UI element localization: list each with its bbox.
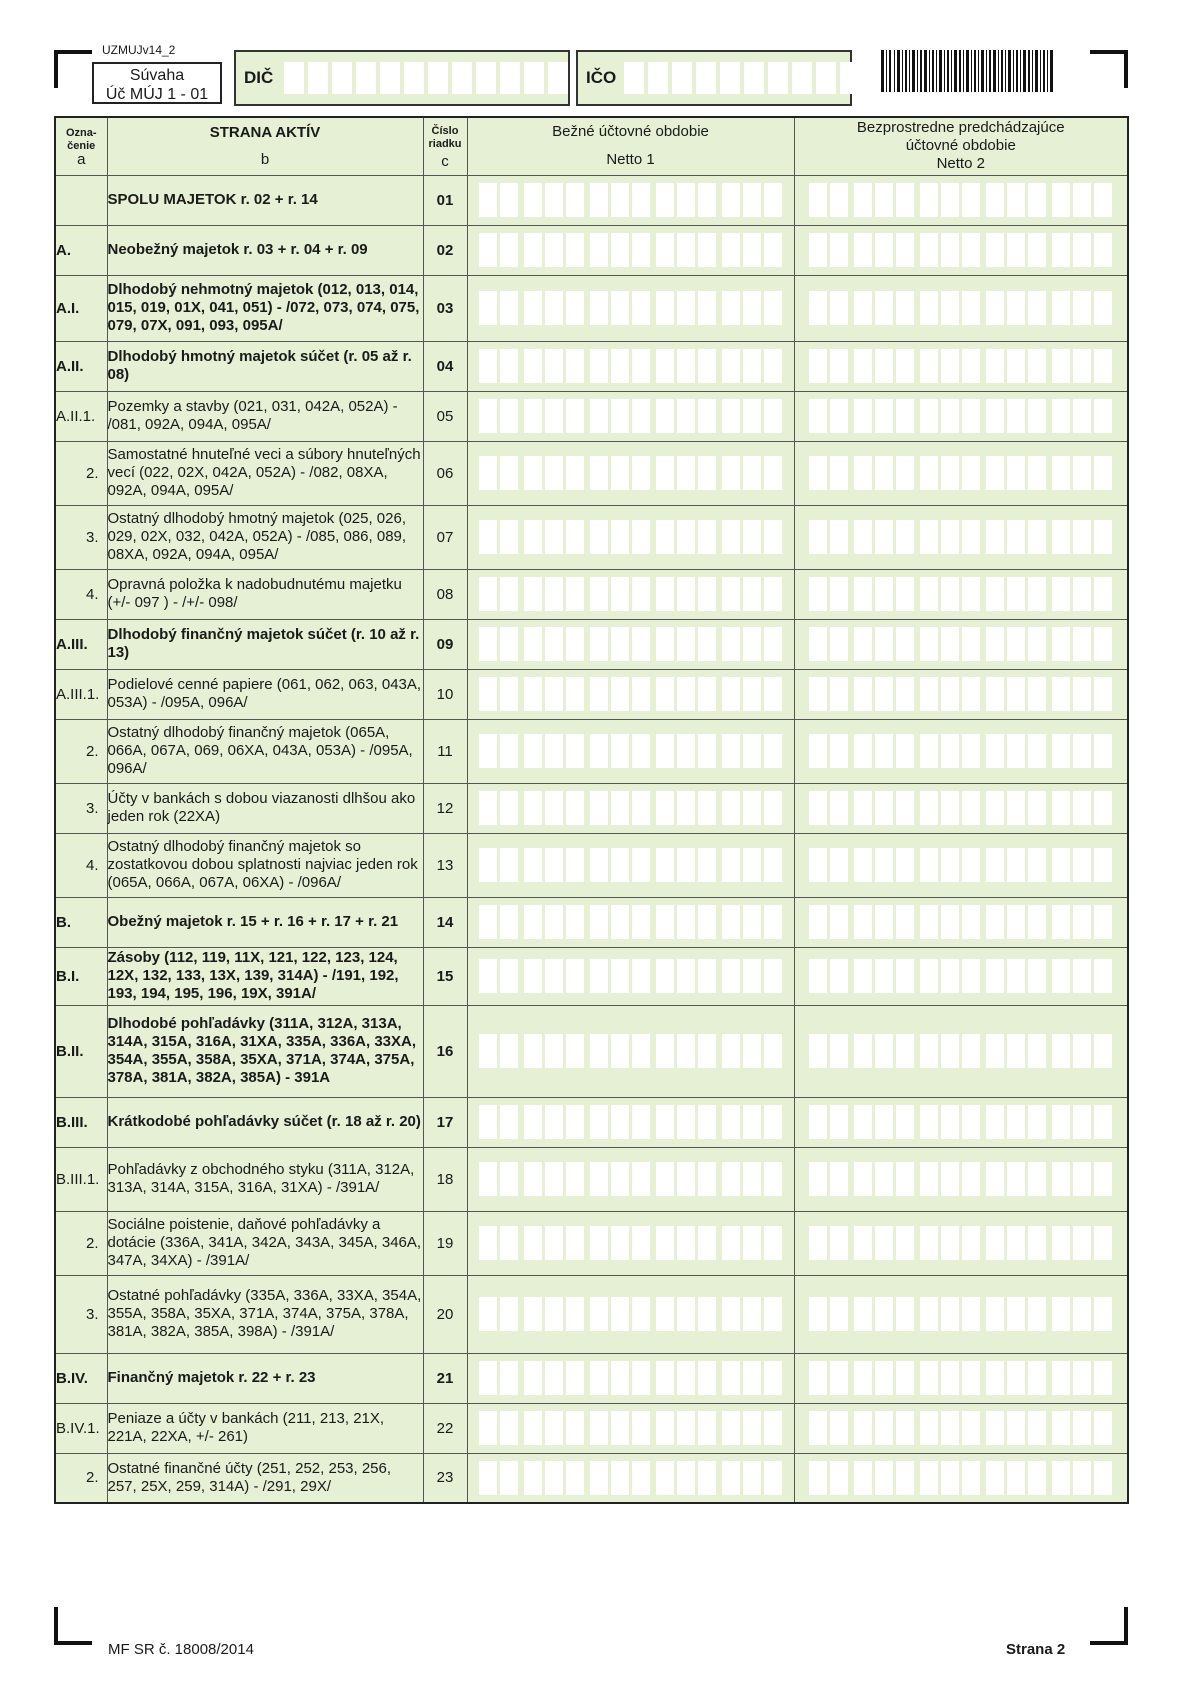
netto-current-input[interactable] [467, 225, 794, 275]
netto-current-input[interactable] [467, 275, 794, 341]
row-mark [55, 175, 107, 225]
row-line-number: 08 [423, 569, 467, 619]
netto-previous-input[interactable] [794, 1147, 1128, 1211]
row-line-number: 09 [423, 619, 467, 669]
barcode-icon [881, 50, 1053, 92]
netto-previous-input[interactable] [794, 833, 1128, 897]
table-row [55, 897, 1128, 947]
row-line-number: 04 [423, 341, 467, 391]
row-line-number: 23 [423, 1453, 467, 1503]
row-mark: B.II. [55, 1005, 107, 1097]
row-mark: 2. [55, 441, 107, 505]
row-mark: B.III. [55, 1097, 107, 1147]
netto-previous-input[interactable] [794, 569, 1128, 619]
row-description: Ostatný dlhodobý hmotný majetok (025, 026, 029, 02X, 032, 042A, 052A) - /085, 086, 089, 08XA, 092A, 094A, 095A/ [107, 505, 423, 569]
table-row [55, 391, 1128, 441]
row-mark: 4. [55, 569, 107, 619]
table-row [55, 1005, 1128, 1097]
row-line-number: 22 [423, 1403, 467, 1453]
ico-label: IČO [586, 68, 617, 87]
netto-previous-input[interactable] [794, 783, 1128, 833]
col-a-letter: a [77, 150, 86, 168]
col-a-label: Ozna- čenie [65, 126, 97, 152]
row-description: Dlhodobý hmotný majetok súčet (r. 05 až r. 08) [107, 341, 423, 391]
col-1-title: Bežné účtovné obdobie [552, 123, 709, 141]
netto-current-input[interactable] [467, 833, 794, 897]
dic-cells[interactable] [284, 62, 568, 94]
table-row [55, 619, 1128, 669]
row-mark: 3. [55, 505, 107, 569]
netto-current-input[interactable] [467, 947, 794, 1005]
row-mark: 4. [55, 833, 107, 897]
form-title-line1: Súvaha [129, 67, 185, 84]
row-mark: B.IV. [55, 1353, 107, 1403]
table-row [55, 175, 1128, 225]
row-description: Obežný majetok r. 15 + r. 16 + r. 17 + r. 21 [107, 897, 423, 947]
row-description: Finančný majetok r. 22 + r. 23 [107, 1353, 423, 1403]
row-mark: B. [55, 897, 107, 947]
row-mark: 2. [55, 719, 107, 783]
row-mark: A. [55, 225, 107, 275]
row-line-number: 02 [423, 225, 467, 275]
col-2-header [794, 117, 1128, 175]
netto-current-input[interactable] [467, 619, 794, 669]
row-description: Ostatný dlhodobý finančný majetok so zostatkovou dobou splatnosti najviac jeden rok (065A, 066A, 067A, 06XA) - /096A/ [107, 833, 423, 897]
assets-table [54, 116, 1129, 1504]
netto-previous-input[interactable] [794, 505, 1128, 569]
netto-current-input[interactable] [467, 1353, 794, 1403]
netto-previous-input[interactable] [794, 1275, 1128, 1353]
netto-current-input[interactable] [467, 1005, 794, 1097]
netto-previous-input[interactable] [794, 175, 1128, 225]
row-line-number: 06 [423, 441, 467, 505]
dic-label: DIČ [244, 68, 274, 87]
netto-current-input[interactable] [467, 569, 794, 619]
table-header-row [55, 117, 1128, 175]
col-2-title: Bezprostredne predchádzajúce účtovné obdobie [856, 119, 1065, 155]
row-description: Ostatné finančné účty (251, 252, 253, 256, 257, 25X, 259, 314A) - /291, 29X/ [107, 1453, 423, 1503]
netto-previous-input[interactable] [794, 225, 1128, 275]
row-line-number: 01 [423, 175, 467, 225]
dic-field[interactable] [234, 50, 570, 106]
netto-current-input[interactable] [467, 1147, 794, 1211]
row-description: Dlhodobý finančný majetok súčet (r. 10 až r. 13) [107, 619, 423, 669]
form-title-box [92, 62, 222, 104]
netto-current-input[interactable] [467, 719, 794, 783]
row-description: Dlhodobý nehmotný majetok (012, 013, 014, 015, 019, 01X, 041, 051) - /072, 073, 074, 075, 079, 07X, 091, 093, 095A/ [107, 275, 423, 341]
row-line-number: 16 [423, 1005, 467, 1097]
table-row [55, 1403, 1128, 1453]
table-row [55, 569, 1128, 619]
row-mark: A.III.1. [55, 669, 107, 719]
row-line-number: 13 [423, 833, 467, 897]
netto-previous-input[interactable] [794, 1453, 1128, 1503]
netto-previous-input[interactable] [794, 391, 1128, 441]
row-description: Dlhodobé pohľadávky (311A, 312A, 313A, 314A, 315A, 316A, 31XA, 335A, 336A, 33XA, 354A, 355A, 358A, 35XA, 371A, 374A, 375A, 378A, 381A, 382A, 385A) - 391A [107, 1005, 423, 1097]
row-description: Účty v bankách s dobou viazanosti dlhšou ako jeden rok (22XA) [107, 783, 423, 833]
row-description: Podielové cenné papiere (061, 062, 063, 043A, 053A) - /095A, 096A/ [107, 669, 423, 719]
table-row [55, 1453, 1128, 1503]
row-description: Pohľadávky z obchodného styku (311A, 312A, 313A, 314A, 315A, 316A, 31XA) - /391A/ [107, 1147, 423, 1211]
netto-previous-input[interactable] [794, 619, 1128, 669]
row-line-number: 14 [423, 897, 467, 947]
netto-previous-input[interactable] [794, 341, 1128, 391]
row-line-number: 10 [423, 669, 467, 719]
row-line-number: 17 [423, 1097, 467, 1147]
row-line-number: 11 [423, 719, 467, 783]
netto-previous-input[interactable] [794, 669, 1128, 719]
table-row [55, 441, 1128, 505]
table-row [55, 505, 1128, 569]
col-1-header [467, 117, 794, 175]
row-mark: 3. [55, 783, 107, 833]
ico-field[interactable] [576, 50, 852, 106]
row-description: Zásoby (112, 119, 11X, 121, 122, 123, 124, 12X, 132, 133, 13X, 139, 314A) - /191, 192, 193, 194, 195, 196, 19X, 391A/ [107, 947, 423, 1005]
netto-current-input[interactable] [467, 669, 794, 719]
netto-current-input[interactable] [467, 897, 794, 947]
row-description: Samostatné hnuteľné veci a súbory hnuteľných vecí (022, 02X, 042A, 052A) - /082, 08XA, 092A, 094A, 095A/ [107, 441, 423, 505]
netto-previous-input[interactable] [794, 719, 1128, 783]
col-1-sub: Netto 1 [606, 151, 655, 169]
table-row [55, 1275, 1128, 1353]
netto-previous-input[interactable] [794, 947, 1128, 1005]
row-description: Ostatné pohľadávky (335A, 336A, 33XA, 354A, 355A, 358A, 35XA, 371A, 374A, 375A, 378A, 381A, 382A, 385A, 398A) - /391A/ [107, 1275, 423, 1353]
col-2-sub: Netto 2 [936, 155, 985, 173]
row-description: Opravná položka k nadobudnutému majetku (+/- 097 ) - /+/- 098/ [107, 569, 423, 619]
row-line-number: 21 [423, 1353, 467, 1403]
netto-current-input[interactable] [467, 175, 794, 225]
col-c-label: Číslo riadku [428, 124, 462, 150]
registration-mark-bottom-left [54, 1607, 92, 1645]
netto-previous-input[interactable] [794, 1353, 1128, 1403]
netto-current-input[interactable] [467, 1403, 794, 1453]
footer-reference: MF SR č. 18008/2014 [108, 1641, 254, 1658]
registration-mark-bottom-right [1090, 1607, 1128, 1645]
row-mark: 3. [55, 1275, 107, 1353]
netto-current-input[interactable] [467, 341, 794, 391]
table-row [55, 341, 1128, 391]
netto-previous-input[interactable] [794, 897, 1128, 947]
row-description: Ostatný dlhodobý finančný majetok (065A, 066A, 067A, 069, 06XA, 043A, 053A) - /095A, 096A/ [107, 719, 423, 783]
netto-previous-input[interactable] [794, 1211, 1128, 1275]
netto-current-input[interactable] [467, 391, 794, 441]
table-row [55, 947, 1128, 1005]
table-row [55, 275, 1128, 341]
table-row [55, 1353, 1128, 1403]
row-description: Krátkodobé pohľadávky súčet (r. 18 až r. 20) [107, 1097, 423, 1147]
netto-previous-input[interactable] [794, 1097, 1128, 1147]
netto-previous-input[interactable] [794, 1403, 1128, 1453]
row-mark: 2. [55, 1211, 107, 1275]
table-row [55, 1147, 1128, 1211]
row-line-number: 03 [423, 275, 467, 341]
col-b-title: STRANA AKTÍV [209, 124, 321, 142]
table-row [55, 1097, 1128, 1147]
col-c-header [423, 117, 467, 175]
form-code: UZMUJv14_2 [102, 43, 176, 57]
netto-current-input[interactable] [467, 1275, 794, 1353]
row-line-number: 12 [423, 783, 467, 833]
page-number: Strana 2 [1006, 1641, 1066, 1658]
row-mark: A.III. [55, 619, 107, 669]
row-line-number: 20 [423, 1275, 467, 1353]
col-a-header [55, 117, 107, 175]
form-title-line2: Úč MÚJ 1 - 01 [105, 86, 209, 103]
col-c-letter: c [441, 152, 449, 170]
table-row [55, 783, 1128, 833]
row-mark: A.II.1. [55, 391, 107, 441]
row-line-number: 15 [423, 947, 467, 1005]
row-mark: B.IV.1. [55, 1403, 107, 1453]
table-row [55, 225, 1128, 275]
row-description: SPOLU MAJETOK r. 02 + r. 14 [107, 175, 423, 225]
netto-previous-input[interactable] [794, 1005, 1128, 1097]
netto-previous-input[interactable] [794, 441, 1128, 505]
row-mark: B.III.1. [55, 1147, 107, 1211]
netto-current-input[interactable] [467, 505, 794, 569]
row-line-number: 18 [423, 1147, 467, 1211]
ico-cells[interactable] [624, 62, 860, 94]
netto-current-input[interactable] [467, 783, 794, 833]
table-row [55, 719, 1128, 783]
registration-mark-top-right [1090, 50, 1128, 88]
table-row [55, 1211, 1128, 1275]
row-mark: 2. [55, 1453, 107, 1503]
row-description: Neobežný majetok r. 03 + r. 04 + r. 09 [107, 225, 423, 275]
row-line-number: 07 [423, 505, 467, 569]
netto-current-input[interactable] [467, 441, 794, 505]
col-b-letter: b [260, 151, 270, 169]
row-description: Peniaze a účty v bankách (211, 213, 21X, 221A, 22XA, +/- 261) [107, 1403, 423, 1453]
row-mark: A.II. [55, 341, 107, 391]
netto-current-input[interactable] [467, 1211, 794, 1275]
row-line-number: 05 [423, 391, 467, 441]
row-description: Pozemky a stavby (021, 031, 042A, 052A) - /081, 092A, 094A, 095A/ [107, 391, 423, 441]
col-b-header [107, 117, 423, 175]
row-mark: B.I. [55, 947, 107, 1005]
table-row [55, 669, 1128, 719]
table-row [55, 833, 1128, 897]
row-mark: A.I. [55, 275, 107, 341]
row-description: Sociálne poistenie, daňové pohľadávky a dotácie (336A, 341A, 342A, 343A, 345A, 346A, 347A, 34XA) - /391A/ [107, 1211, 423, 1275]
netto-current-input[interactable] [467, 1453, 794, 1503]
row-line-number: 19 [423, 1211, 467, 1275]
netto-previous-input[interactable] [794, 275, 1128, 341]
netto-current-input[interactable] [467, 1097, 794, 1147]
registration-mark-top-left [54, 50, 92, 88]
